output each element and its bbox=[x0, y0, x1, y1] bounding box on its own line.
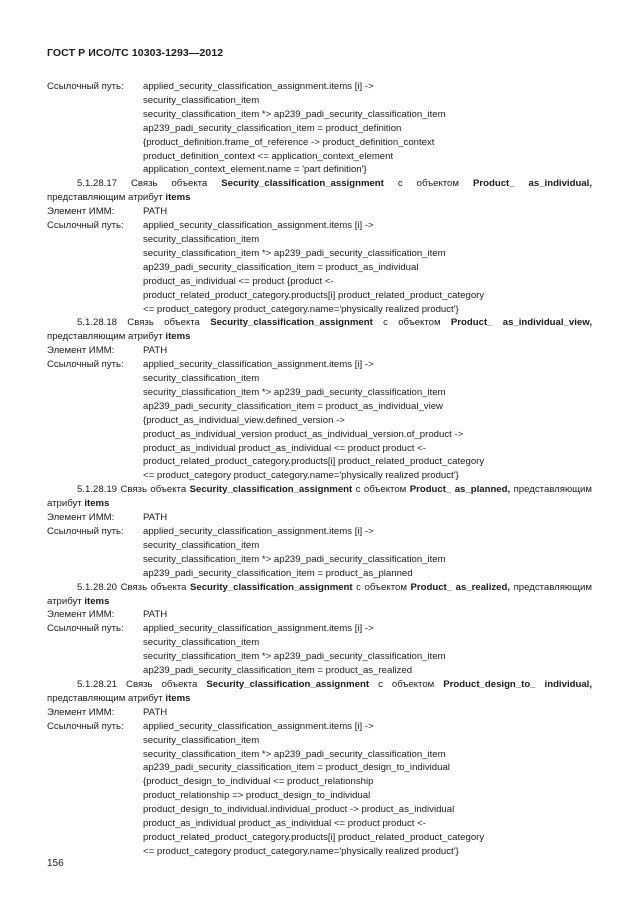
imm-element-label: Элемент ИММ: bbox=[47, 609, 115, 621]
ref-path-row bbox=[47, 720, 592, 734]
section-heading-text: представляющим атрибут bbox=[47, 484, 592, 510]
ref-path-line: product_definition_context <= application_context_element bbox=[143, 150, 394, 162]
ref-path-line: applied_security_classification_assignment.items [i] -> bbox=[143, 720, 374, 732]
ref-path-line: applied_security_classification_assignment.items [i] -> bbox=[143, 359, 374, 371]
section-heading-term: Security_classification_assignment bbox=[221, 178, 384, 190]
section-heading-term: Security_classification_assignment bbox=[189, 484, 353, 496]
section-heading-term: items bbox=[165, 192, 191, 204]
page-number: 156 bbox=[47, 858, 64, 869]
ref-path-label: Ссылочный путь: bbox=[47, 359, 124, 371]
section-heading-term: items bbox=[165, 331, 191, 343]
ref-path-line: product_related_product_category.products[i] product_related_product_category bbox=[143, 289, 485, 301]
imm-element-label: Элемент ИММ: bbox=[47, 345, 115, 357]
ref-path-line: product_as_individual <= product {product <- bbox=[143, 275, 334, 287]
ref-path-line: applied_security_classification_assignment.items [i] -> bbox=[143, 623, 374, 635]
ref-path-line: ap239_padi_security_classification_item = product_as_planned bbox=[143, 567, 413, 579]
section-heading bbox=[47, 483, 592, 511]
ref-path-line: security_classification_item *> ap239_padi_security_classification_item bbox=[143, 651, 446, 663]
section-heading-text: 5.1.28.21 Связь объекта bbox=[77, 678, 207, 690]
section-heading-text: с объектом bbox=[383, 178, 473, 190]
section-heading-term: Product_ as_individual_view, bbox=[450, 317, 592, 329]
ref-path-line: security_classification_item bbox=[143, 233, 260, 245]
ref-path-line: security_classification_item *> ap239_padi_security_classification_item bbox=[143, 553, 446, 565]
ref-path-line: security_classification_item *> ap239_padi_security_classification_item bbox=[143, 748, 446, 760]
ref-path-row bbox=[47, 525, 592, 539]
section-heading-text: с объектом bbox=[352, 484, 410, 496]
ref-path-row bbox=[47, 358, 592, 372]
section-heading-text: с объектом bbox=[369, 678, 444, 690]
section-heading-text: 5.1.28.20 Связь объекта bbox=[77, 581, 190, 593]
section-heading-term: Security_classification_assignment bbox=[210, 317, 373, 329]
section-heading-term: Product_ as_planned, bbox=[409, 484, 511, 496]
ref-path-line: {product_definition.frame_of_reference -> product_definition_context bbox=[143, 136, 435, 148]
imm-element-label: Элемент ИММ: bbox=[47, 512, 115, 524]
section-heading-term: Security_classification_assignment bbox=[189, 581, 353, 593]
section-heading-term: Product_design_to_ individual, bbox=[443, 678, 592, 690]
section-heading bbox=[47, 581, 592, 609]
section-heading-text: представляющим атрибут bbox=[47, 192, 166, 204]
ref-path-line: application_context_element.name = 'part definition'} bbox=[143, 164, 367, 176]
imm-element-value: PATH bbox=[143, 512, 168, 524]
ref-path-label: Ссылочный путь: bbox=[47, 526, 124, 537]
ref-path-label: Ссылочный путь: bbox=[47, 220, 124, 232]
document-header: ГОСТ Р ИСО/ТС 10303-1293—2012 bbox=[47, 47, 224, 59]
imm-element-row bbox=[47, 706, 592, 720]
ref-path-line: security_classification_item *> ap239_padi_security_classification_item bbox=[143, 108, 446, 120]
section-heading-term: items bbox=[84, 498, 110, 510]
section-heading-text: представляющим атрибут bbox=[47, 581, 592, 607]
ref-path-line: product_relationship => product_design_to_individual bbox=[143, 790, 371, 802]
imm-element-value: PATH bbox=[143, 609, 168, 621]
ref-path-line: applied_security_classification_assignment.items [i] -> bbox=[143, 81, 374, 92]
ref-path-line: ap239_padi_security_classification_item = product_as_individual bbox=[143, 261, 419, 273]
ref-path-line: product_related_product_category.products[i] product_related_product_category bbox=[143, 456, 485, 468]
ref-path-line: applied_security_classification_assignment.items [i] -> bbox=[143, 526, 374, 537]
imm-element-value: PATH bbox=[143, 706, 168, 718]
imm-element-row bbox=[47, 205, 592, 219]
section-heading-text: 5.1.28.17 Связь объекта bbox=[77, 178, 222, 190]
ref-path-line: applied_security_classification_assignment.items [i] -> bbox=[143, 220, 374, 232]
ref-path-line: security_classification_item bbox=[143, 734, 260, 746]
ref-path-line: <= product_category product_category.name='physically realized product'} bbox=[143, 470, 459, 482]
ref-path-line: security_classification_item bbox=[143, 637, 260, 649]
ref-path-row bbox=[47, 80, 592, 94]
ref-path-line: ap239_padi_security_classification_item = product_design_to_individual bbox=[143, 762, 450, 774]
ref-path-line: {product_as_individual_view.defined_version -> bbox=[143, 414, 345, 426]
ref-path-line: ap239_padi_security_classification_item = product_definition bbox=[143, 122, 402, 134]
section-heading-term: Product_ as_individual, bbox=[472, 178, 592, 190]
ref-path-line: security_classification_item *> ap239_padi_security_classification_item bbox=[143, 386, 446, 398]
section-heading-term: Security_classification_assignment bbox=[206, 678, 370, 690]
imm-element-label: Элемент ИММ: bbox=[47, 206, 115, 218]
section-heading-term: Product_ as_realized, bbox=[410, 581, 511, 593]
ref-path-line: ap239_padi_security_classification_item = product_as_realized bbox=[143, 665, 413, 677]
document-body bbox=[47, 80, 592, 859]
section-heading bbox=[47, 177, 592, 205]
imm-element-label: Элемент ИММ: bbox=[47, 706, 115, 718]
ref-path-row bbox=[47, 219, 592, 233]
ref-path-line: security_classification_item bbox=[143, 94, 260, 106]
imm-element-value: PATH bbox=[143, 345, 168, 357]
ref-path-line: product_as_individual product_as_individual <= product product <- bbox=[143, 442, 426, 454]
ref-path-line: security_classification_item *> ap239_padi_security_classification_item bbox=[143, 247, 446, 259]
ref-path-line: product_related_product_category.products[i] product_related_product_category bbox=[143, 831, 485, 843]
section-heading bbox=[47, 316, 592, 344]
section-heading-text: 5.1.28.18 Связь объекта bbox=[77, 317, 211, 329]
ref-path-label: Ссылочный путь: bbox=[47, 81, 124, 92]
section-heading bbox=[47, 678, 592, 706]
ref-path-line: {product_design_to_individual <= product_relationship bbox=[143, 776, 374, 788]
section-heading-text: представляющим атрибут bbox=[47, 692, 166, 704]
imm-element-row bbox=[47, 511, 592, 525]
section-heading-term: items bbox=[84, 595, 110, 607]
ref-path-line: <= product_category product_category.name='physically realized product'} bbox=[143, 845, 459, 857]
ref-path-line: ap239_padi_security_classification_item = product_as_individual_view bbox=[143, 400, 443, 412]
section-heading-term: items bbox=[165, 692, 191, 704]
ref-path-line: product_as_individual product_as_individual <= product product <- bbox=[143, 818, 426, 830]
ref-path-row bbox=[47, 622, 592, 636]
ref-path-label: Ссылочный путь: bbox=[47, 623, 124, 635]
imm-element-row bbox=[47, 344, 592, 358]
ref-path-line: product_design_to_individual.individual_product -> product_as_individual bbox=[143, 804, 455, 816]
section-heading-text: с объектом bbox=[352, 581, 411, 593]
section-heading-text: 5.1.28.19 Связь объекта bbox=[77, 484, 190, 496]
ref-path-line: security_classification_item bbox=[143, 373, 260, 385]
imm-element-value: PATH bbox=[143, 206, 168, 218]
ref-path-line: product_as_individual_version product_as_individual_version.of_product -> bbox=[143, 428, 464, 440]
imm-element-row bbox=[47, 608, 592, 622]
section-heading-text: с объектом bbox=[372, 317, 451, 329]
ref-path-line: security_classification_item bbox=[143, 539, 260, 551]
ref-path-label: Ссылочный путь: bbox=[47, 720, 124, 732]
ref-path-line: <= product_category product_category.name='physically realized product'} bbox=[143, 303, 459, 315]
section-heading-text: представляющим атрибут bbox=[47, 331, 166, 343]
